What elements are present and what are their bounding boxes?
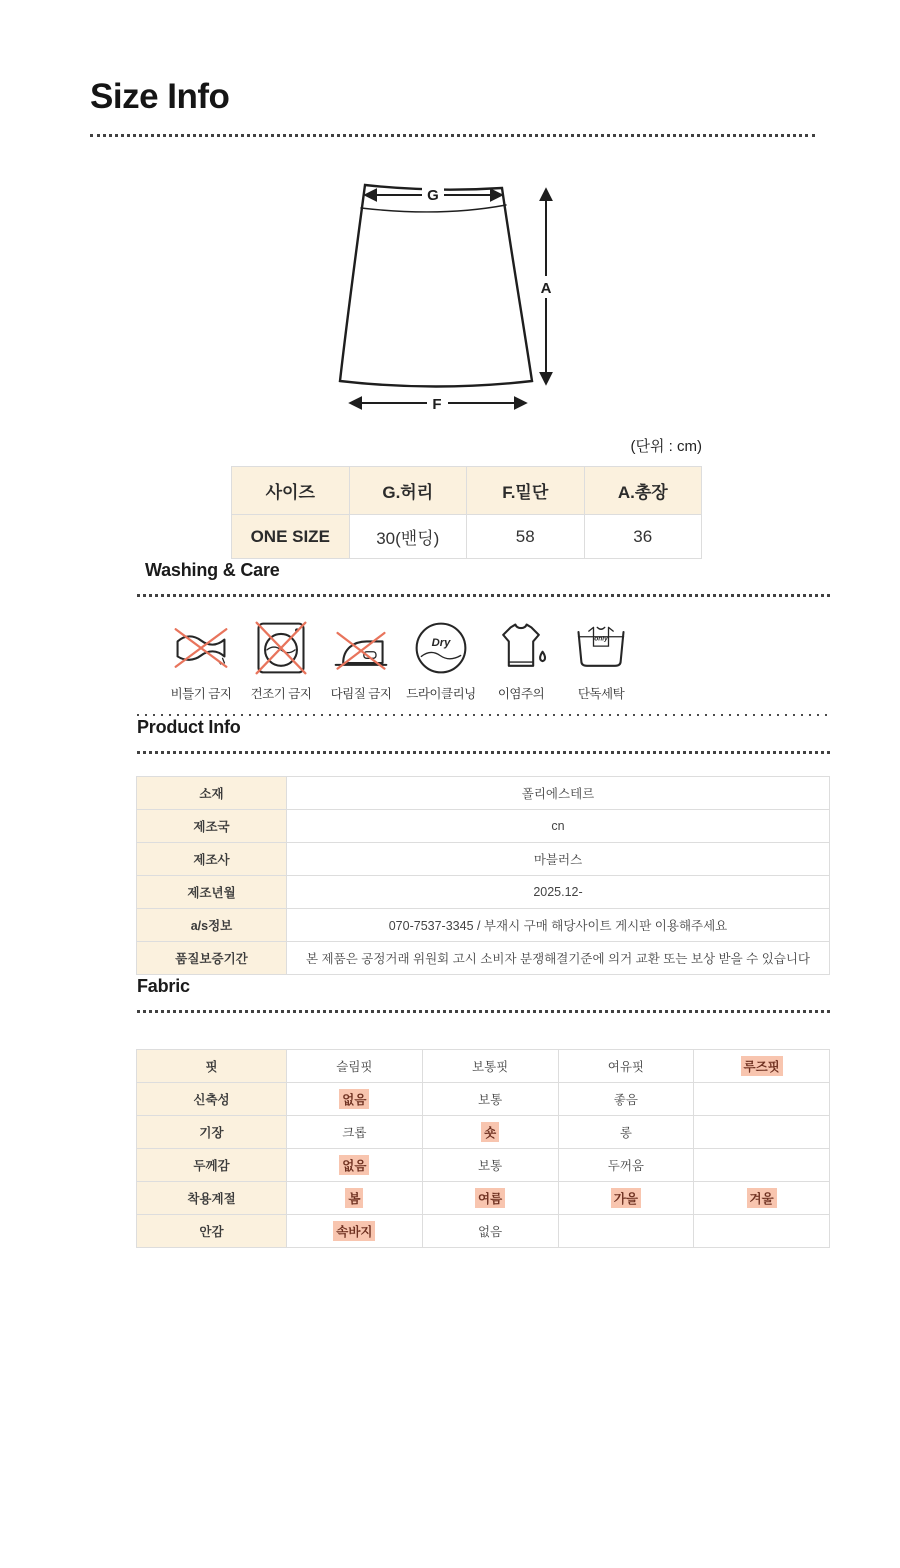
info-value: 070-7537-3345 / 부재시 구매 해당사이트 게시판 이용해주세요 xyxy=(287,909,830,942)
fabric-label: 착용계절 xyxy=(137,1182,287,1215)
waist-col-header: G.허리 xyxy=(349,467,467,515)
product-detail-page xyxy=(0,76,900,1568)
info-label: a/s정보 xyxy=(137,909,287,942)
care-label: 이염주의 xyxy=(497,687,545,701)
fabric-option: 없음 xyxy=(339,1089,369,1109)
fabric-option: 보통핏 xyxy=(472,1060,509,1074)
waist-value: 30(밴딩) xyxy=(349,515,467,559)
size-table-header-row xyxy=(232,467,702,515)
care-icon-row xyxy=(161,618,900,702)
info-label: 품질보증기간 xyxy=(137,942,287,975)
fabric-option xyxy=(759,1134,765,1136)
care-label: 다림질 금지 xyxy=(330,687,392,701)
dry-clean-icon xyxy=(401,618,481,678)
unit-label: (단위 : cm) xyxy=(630,438,702,455)
skirt-diagram xyxy=(325,171,577,415)
fabric-option: 슬림핏 xyxy=(336,1060,373,1074)
fabric-option: 롱 xyxy=(619,1126,632,1140)
skirt-diagram-svg xyxy=(325,171,577,415)
no-wring-icon xyxy=(161,618,241,678)
fabric-option: 크롭 xyxy=(342,1126,367,1140)
no-tumble-dry-icon xyxy=(241,618,321,678)
fabric-option: 겨울 xyxy=(747,1188,777,1208)
waist-label: G xyxy=(427,187,439,204)
care-label: 비틀기 금지 xyxy=(170,687,232,701)
info-label: 소재 xyxy=(137,777,287,810)
info-value: 본 제품은 공정거래 위원회 고시 소비자 분쟁해결기준에 의거 교환 또는 보상 받을 수 있습니다 xyxy=(287,942,830,975)
svg-text:Dry: Dry xyxy=(431,637,451,650)
fabric-option xyxy=(623,1233,629,1235)
care-item-no-iron xyxy=(321,618,401,702)
fabric-option: 봄 xyxy=(345,1188,363,1208)
length-col-header: A.총장 xyxy=(584,467,702,515)
table-row xyxy=(137,1215,830,1248)
hem-col-header: F.밑단 xyxy=(467,467,585,515)
table-row xyxy=(137,843,830,876)
fabric-label: 핏 xyxy=(137,1050,287,1083)
size-table-row xyxy=(232,515,702,559)
page-title: Size Info xyxy=(90,77,230,116)
info-label: 제조사 xyxy=(137,843,287,876)
divider xyxy=(90,134,815,137)
fabric-option: 보통 xyxy=(478,1093,503,1107)
skirt-outline xyxy=(340,185,532,387)
care-item-dry-clean xyxy=(401,618,481,702)
table-row xyxy=(137,1050,830,1083)
fabric-option: 보통 xyxy=(478,1159,503,1173)
hem-value: 58 xyxy=(467,515,585,559)
care-label: 건조기 금지 xyxy=(250,687,312,701)
wash-separately-icon xyxy=(561,618,641,678)
size-col-header: 사이즈 xyxy=(232,467,350,515)
product-info-title: Product Info xyxy=(137,717,241,737)
fabric-option: 없음 xyxy=(339,1155,369,1175)
info-label: 제조국 xyxy=(137,810,287,843)
fabric-option xyxy=(759,1167,765,1169)
color-bleed-caution-icon xyxy=(481,618,561,678)
skirt-waistband-seam xyxy=(361,205,506,212)
table-row xyxy=(137,942,830,975)
info-value: 마블러스 xyxy=(287,843,830,876)
fabric-label: 두께감 xyxy=(137,1149,287,1182)
table-row xyxy=(137,1182,830,1215)
fabric-option xyxy=(759,1101,765,1103)
fabric-option: 두꺼움 xyxy=(607,1159,644,1173)
washing-care-title: Washing & Care xyxy=(145,560,280,580)
fabric-option: 없음 xyxy=(478,1225,503,1239)
table-row xyxy=(137,777,830,810)
table-row xyxy=(137,909,830,942)
divider xyxy=(137,1010,830,1013)
size-table xyxy=(231,466,702,559)
table-row xyxy=(137,876,830,909)
svg-text:only: only xyxy=(594,635,608,643)
fabric-table xyxy=(136,1049,830,1248)
fabric-title: Fabric xyxy=(137,976,190,996)
info-value: cn xyxy=(287,810,830,843)
fabric-label: 신축성 xyxy=(137,1083,287,1116)
care-label: 단독세탁 xyxy=(577,687,625,701)
table-row xyxy=(137,1149,830,1182)
table-row xyxy=(137,1116,830,1149)
care-item-no-wring xyxy=(161,618,241,702)
divider xyxy=(137,594,830,597)
table-row xyxy=(137,810,830,843)
care-item-wash-separately xyxy=(561,618,641,702)
fabric-option: 속바지 xyxy=(333,1221,375,1241)
hem-label: F xyxy=(432,396,442,413)
fabric-option: 여름 xyxy=(475,1188,505,1208)
care-item-no-tumble-dry xyxy=(241,618,321,702)
length-value: 36 xyxy=(584,515,702,559)
fabric-option: 숏 xyxy=(481,1122,499,1142)
care-label: 드라이클리닝 xyxy=(406,687,476,701)
info-value: 2025.12- xyxy=(287,876,830,909)
size-value: ONE SIZE xyxy=(232,515,350,559)
care-item-color-bleed xyxy=(481,618,561,702)
length-label: A xyxy=(540,280,552,297)
table-row xyxy=(137,1083,830,1116)
info-label: 제조년월 xyxy=(137,876,287,909)
fabric-option: 좋음 xyxy=(613,1093,638,1107)
no-iron-icon xyxy=(321,618,401,678)
divider xyxy=(137,751,830,754)
fabric-option: 가을 xyxy=(611,1188,641,1208)
fabric-option: 루즈핏 xyxy=(741,1056,783,1076)
fabric-label: 기장 xyxy=(137,1116,287,1149)
fabric-option xyxy=(759,1233,765,1235)
fabric-option: 여유핏 xyxy=(607,1060,644,1074)
info-value: 폴리에스테르 xyxy=(287,777,830,810)
fabric-label: 안감 xyxy=(137,1215,287,1248)
product-info-table xyxy=(136,776,830,975)
